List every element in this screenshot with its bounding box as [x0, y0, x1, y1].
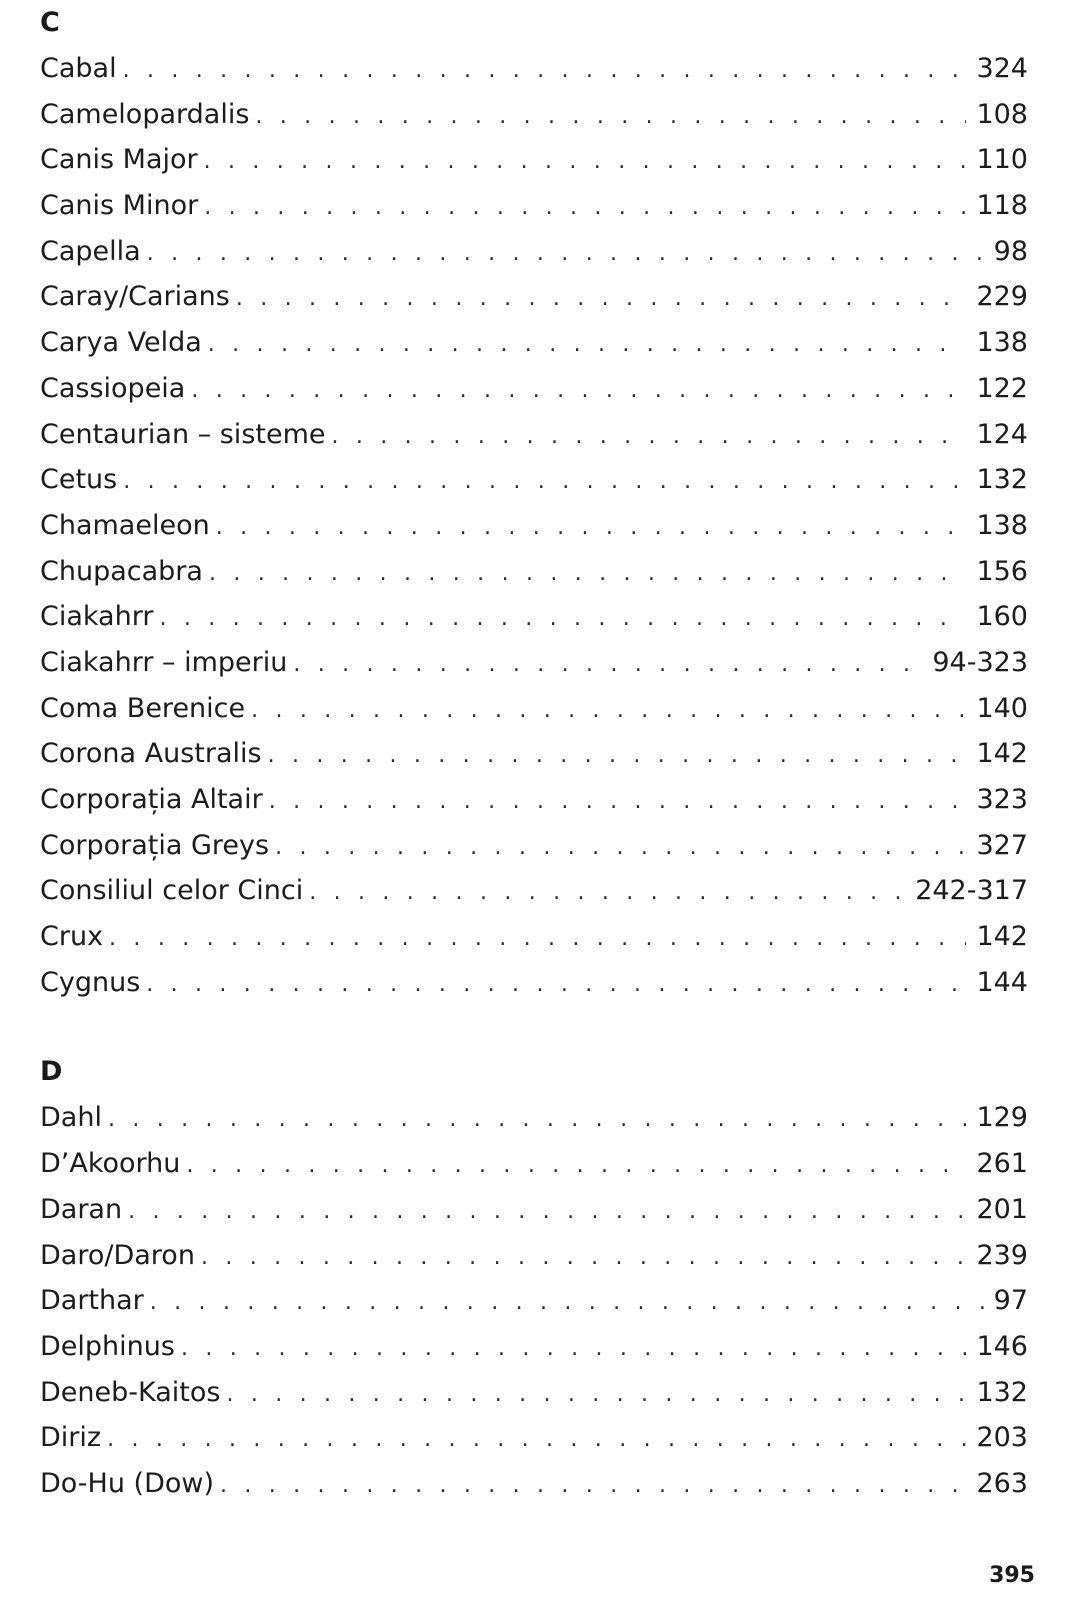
dot-leader	[251, 688, 966, 732]
entry-page: 132	[976, 1376, 1028, 1408]
entry-term: Daran	[40, 1193, 123, 1225]
index-entry	[40, 1095, 1028, 1141]
entry-term: Daro/Daron	[40, 1239, 195, 1271]
dot-leader	[220, 1463, 966, 1507]
dot-leader	[209, 551, 967, 595]
index-section-d	[40, 1049, 1028, 1506]
entry-term: Caray/Carians	[40, 281, 230, 313]
index-entry	[40, 92, 1028, 138]
entry-list	[40, 46, 1028, 1005]
section-spacer	[40, 1005, 1028, 1049]
entry-page: 132	[976, 464, 1028, 496]
entry-term: Do-Hu (Dow)	[40, 1467, 215, 1499]
entry-term: Coma Berenice	[40, 692, 246, 724]
dot-leader	[275, 825, 966, 869]
dot-leader	[208, 322, 967, 366]
entry-page: 156	[976, 555, 1028, 587]
entry-term: Canis Minor	[40, 190, 199, 222]
dot-leader	[293, 642, 922, 686]
index-section-c	[40, 0, 1028, 1005]
entry-page: 142	[976, 738, 1028, 770]
entry-term: Darthar	[40, 1285, 144, 1317]
page-number: 395	[989, 1563, 1035, 1588]
entry-term: Chupacabra	[40, 555, 203, 587]
index-page	[40, 0, 1028, 1507]
index-entry	[40, 549, 1028, 595]
index-entry	[40, 1233, 1028, 1279]
entry-term: Cassiopeia	[40, 372, 186, 404]
entry-term: Ciakahrr	[40, 601, 154, 633]
index-entry	[40, 503, 1028, 549]
index-entry	[40, 640, 1028, 686]
dot-leader	[181, 1326, 967, 1370]
entry-page: 324	[976, 53, 1028, 84]
entry-page: 160	[976, 601, 1028, 633]
section-letter: D	[40, 1056, 63, 1088]
entry-term: Delphinus	[40, 1330, 175, 1362]
entry-page: 239	[976, 1239, 1028, 1271]
entry-term: Cygnus	[40, 966, 141, 998]
section-letter: C	[40, 7, 60, 38]
index-entry	[40, 1187, 1028, 1233]
dot-leader	[226, 1372, 966, 1416]
entry-page: 140	[976, 692, 1028, 724]
index-entry	[40, 366, 1028, 412]
entry-page: 203	[976, 1422, 1028, 1454]
entry-page: 201	[976, 1193, 1028, 1225]
entry-term: Canis Major	[40, 144, 198, 176]
dot-leader	[186, 1143, 966, 1187]
entry-term: Dahl	[40, 1102, 102, 1134]
index-entry	[40, 46, 1028, 92]
entry-term: Corporația Altair	[40, 784, 263, 815]
index-entry	[40, 777, 1028, 823]
dot-leader	[268, 733, 967, 777]
index-entry	[40, 1370, 1028, 1416]
entry-page: 124	[976, 418, 1028, 450]
index-entry	[40, 914, 1028, 960]
index-entry	[40, 1415, 1028, 1461]
entry-term: Consiliul celor Cinci	[40, 875, 304, 907]
entry-term: Cetus	[40, 464, 118, 496]
dot-leader	[332, 414, 967, 458]
dot-leader	[255, 94, 966, 138]
entry-term: Capella	[40, 235, 141, 267]
dot-leader	[216, 505, 967, 549]
entry-page: 138	[976, 327, 1028, 359]
entry-page: 129	[976, 1102, 1028, 1134]
entry-page: 327	[976, 829, 1028, 861]
entry-page: 263	[976, 1467, 1028, 1499]
entry-page: 97	[993, 1285, 1028, 1317]
entry-term: Centaurian – sisteme	[40, 418, 326, 450]
index-entry	[40, 1278, 1028, 1324]
index-entry	[40, 1141, 1028, 1187]
dot-leader	[159, 596, 966, 640]
dot-leader	[236, 276, 967, 320]
dot-leader	[204, 185, 966, 229]
dot-leader	[204, 139, 967, 183]
index-entry	[40, 731, 1028, 777]
dot-leader	[107, 1417, 966, 1461]
entry-page: 110	[976, 144, 1028, 176]
entry-term: Ciakahrr – imperiu	[40, 646, 288, 678]
entry-term: Camelopardalis	[40, 98, 250, 130]
entry-term: Corporația Greys	[40, 829, 270, 861]
entry-page: 94-323	[932, 646, 1028, 678]
index-entry	[40, 823, 1028, 869]
index-entry	[40, 594, 1028, 640]
dot-leader	[191, 368, 966, 412]
index-entry	[40, 457, 1028, 503]
index-entry	[40, 960, 1028, 1006]
index-entry	[40, 137, 1028, 183]
index-entry	[40, 320, 1028, 366]
entry-term: Deneb-Kaitos	[40, 1376, 221, 1408]
entry-page: 146	[976, 1330, 1028, 1362]
dot-leader	[128, 1189, 966, 1233]
index-entry	[40, 183, 1028, 229]
index-entry	[40, 274, 1028, 320]
index-entry	[40, 229, 1028, 275]
entry-page: 229	[976, 281, 1028, 313]
entry-term: Cabal	[40, 53, 117, 84]
dot-leader	[150, 1280, 984, 1324]
dot-leader	[109, 916, 966, 960]
entry-term: Corona Australis	[40, 738, 262, 770]
dot-leader	[269, 779, 967, 823]
entry-page: 323	[976, 784, 1028, 815]
index-entry	[40, 1461, 1028, 1507]
index-entry	[40, 686, 1028, 732]
dot-leader	[201, 1235, 967, 1279]
entry-term: D’Akoorhu	[40, 1148, 181, 1180]
dot-leader	[123, 459, 966, 503]
entry-page: 108	[976, 98, 1028, 130]
dot-leader	[146, 962, 966, 1006]
index-entry	[40, 868, 1028, 914]
entry-term: Carya Velda	[40, 327, 202, 359]
entry-page: 142	[976, 921, 1028, 953]
dot-leader	[108, 1097, 967, 1141]
entry-page: 242-317	[915, 875, 1028, 907]
dot-leader	[147, 231, 984, 275]
entry-page: 118	[976, 190, 1028, 222]
entry-page: 261	[976, 1148, 1028, 1180]
dot-leader	[309, 870, 905, 914]
entry-page: 144	[976, 966, 1028, 998]
entry-page: 98	[993, 235, 1028, 267]
index-entry	[40, 1324, 1028, 1370]
entry-term: Crux	[40, 921, 104, 953]
entry-term: Chamaeleon	[40, 509, 210, 541]
dot-leader	[123, 48, 967, 92]
entry-term: Diriz	[40, 1422, 102, 1454]
entry-page: 138	[976, 509, 1028, 541]
entry-page: 122	[976, 372, 1028, 404]
entry-list	[40, 1095, 1028, 1506]
index-entry	[40, 412, 1028, 458]
